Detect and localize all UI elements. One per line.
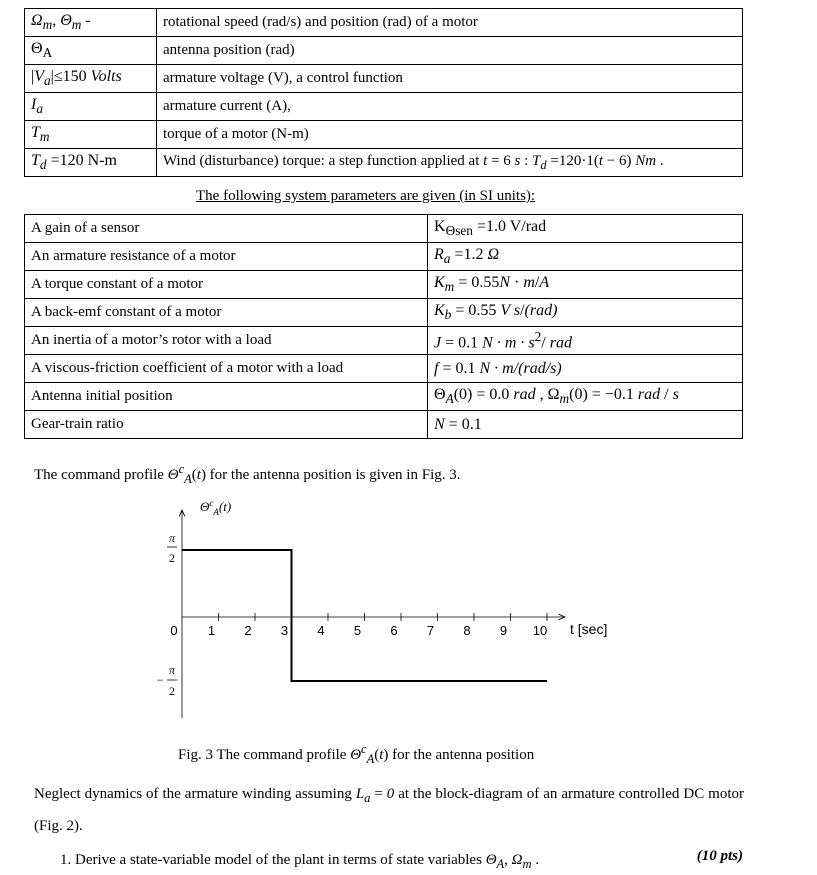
command-profile-figure <box>120 488 640 728</box>
x-tick-label: 1 <box>207 623 216 638</box>
svg-text:−: − <box>156 673 164 687</box>
x-tick-label: 10 <box>532 623 548 638</box>
minus-pi-half-label <box>157 663 177 698</box>
parameter-row <box>25 243 743 271</box>
variable-description: armature voltage (V), a control function <box>157 65 743 93</box>
variable-symbol: $I_a$ <box>25 93 157 121</box>
variable-description: torque of a motor (N-m) <box>157 121 743 149</box>
x-tick-label: 8 <box>463 623 471 638</box>
parameter-name: Gear-train ratio <box>25 411 428 439</box>
parameter-value: f = 0.1 N · m/(rad/s) <box>428 355 743 383</box>
parameter-value: $K_b = 0.55$ V s/(rad) <box>428 299 743 327</box>
x-tick-label: 3 <box>280 623 289 638</box>
parameters-table <box>24 214 743 439</box>
svg-text:π: π <box>168 531 176 545</box>
variable-symbol: $|V_a|\le 150$ Volts <box>25 65 157 93</box>
variable-description: rotational speed (rad/s) and position (rad) of a motor <box>157 9 743 37</box>
variable-symbol: $\Omega_m$, $\Theta_m$ - <box>25 9 157 37</box>
x-tick-label: 5 <box>353 623 362 638</box>
parameter-name: A gain of a sensor <box>25 215 428 243</box>
figure-caption: Fig. 3 The command profile $\Theta^c_A(t)$ for the antenna position <box>178 742 535 766</box>
variables-row <box>25 9 743 37</box>
variable-symbol: $T_d =120$ N-m <box>25 149 157 177</box>
parameter-name: A torque constant of a motor <box>25 271 428 299</box>
x-tick-label: 0 <box>170 623 178 638</box>
parameter-value: J = 0.1 $N \cdot m \cdot s^2/$ rad <box>428 327 743 355</box>
variables-row <box>25 121 743 149</box>
parameter-name: An inertia of a motor’s rotor with a load <box>25 327 428 355</box>
parameter-value: N = 0.1 <box>428 411 743 439</box>
parameter-row <box>25 411 743 439</box>
variable-symbol: $T_m$ <box>25 121 157 149</box>
x-tick-labels <box>170 623 547 638</box>
parameter-row <box>25 215 743 243</box>
parameter-value: $R_a =1.2$ Ω <box>428 243 743 271</box>
x-tick-label: 7 <box>426 623 435 638</box>
parameter-value: $\Theta_A(0) = 0.0$ rad , $\Omega_m(0) = -0.1$ rad / s <box>428 383 743 411</box>
variables-row <box>25 149 743 177</box>
variable-description: antenna position (rad) <box>157 37 743 65</box>
x-tick-label: 4 <box>317 623 325 638</box>
question-1-points: (10 pts) <box>696 848 743 864</box>
parameter-value: $K_{\Theta sen} =1.0$ V/rad <box>428 215 743 243</box>
variables-table <box>24 8 743 177</box>
parameter-row <box>25 271 743 299</box>
parameter-row <box>25 383 743 411</box>
svg-text:π: π <box>168 663 176 677</box>
variable-description: armature current (A), <box>157 93 743 121</box>
parameter-row <box>25 327 743 355</box>
neglect-paragraph: Neglect dynamics of the armature winding assuming $L_a = 0$ at the block-diagram of an armature controlled DC motor (Fig. 2). <box>34 786 744 834</box>
variable-description: Wind (disturbance) torque: a step function applied at t = 6 s : $T_d =120\cdot 1(t - 6)$ Nm . <box>157 149 743 177</box>
parameter-name: A back-emf constant of a motor <box>25 299 428 327</box>
x-axis-label: t [sec] <box>570 621 608 637</box>
svg-text:2: 2 <box>169 684 175 698</box>
x-tick-label: 2 <box>244 623 252 638</box>
variable-symbol: $\Theta_A$ <box>25 37 157 65</box>
parameter-name: Antenna initial position <box>25 383 428 411</box>
parameter-value: $K_m = 0.55N \cdot m/A$ <box>428 271 743 299</box>
parameter-name: A viscous-friction coefficient of a motor with a load <box>25 355 428 383</box>
pi-half-label <box>167 531 177 565</box>
params-heading: The following system parameters are given (in SI units): <box>196 188 536 204</box>
variables-row <box>25 93 743 121</box>
variables-row <box>25 37 743 65</box>
command-intro: The command profile $\Theta^c_A(t)$ for the antenna position is given in Fig. 3. <box>34 462 461 486</box>
y-axis-label: $\Theta^c_A(t)$ <box>200 498 232 517</box>
svg-text:2: 2 <box>169 551 175 565</box>
variables-row <box>25 65 743 93</box>
parameter-name: An armature resistance of a motor <box>25 243 428 271</box>
x-tick-label: 6 <box>390 623 398 638</box>
parameter-row <box>25 299 743 327</box>
question-1: 1. Derive a state-variable model of the plant in terms of state variables $\Theta_A$, $\Omega_m$ . <box>60 852 540 871</box>
parameter-row <box>25 355 743 383</box>
x-tick-label: 9 <box>499 623 508 638</box>
